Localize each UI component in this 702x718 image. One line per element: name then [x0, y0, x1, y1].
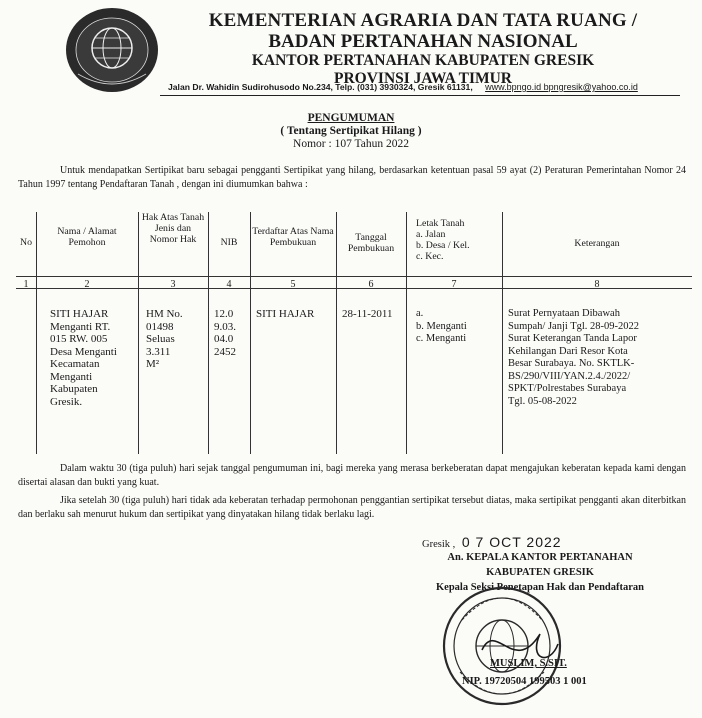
row-nama-alamat: SITI HAJAR Menganti RT. 015 RW. 005 Desa Menganti Kecamatan Menganti Kabupaten Gresik.: [50, 308, 117, 408]
office-line: KANTOR PERTANAHAN KABUPATEN GRESIK: [251, 52, 595, 69]
title-heading: PENGUMUMAN: [307, 112, 395, 124]
row-terdaftar: SITI HAJAR: [256, 308, 315, 320]
row-tanggal: 28-11-2011: [342, 308, 393, 320]
sign-date-stamp: 0 7 OCT 2022: [461, 534, 562, 550]
announcement-title: [0, 112, 702, 151]
web-email: www.bpngo.id bpngresik@yahoo.co.id: [485, 82, 638, 92]
row-letak: a. b. Menganti c. Menganti: [416, 308, 467, 344]
bpn-logo: [58, 4, 166, 96]
announcement-table: [16, 212, 692, 454]
header-terdaftar: Terdaftar Atas Nama Pembukuan: [252, 226, 334, 248]
col-number: 7: [451, 279, 457, 290]
sign-place: Gresik ,: [422, 539, 456, 550]
title-subject: ( Tentang Sertipikat Hilang ): [280, 125, 422, 137]
intro-paragraph: Untuk mendapatkan Sertipikat baru sebagai pengganti Sertipikat yang hilang, berdasarkan ketentuan pasal 59 ayat (2) Peraturan Pemerintahan Nomor 24 Tahun 1997 tentang Pendaftaran Tanah , dengan ini diumumkan bahwa :: [18, 165, 686, 190]
official-seal-stamp: [432, 580, 572, 712]
row-keterangan: Surat Pernyataan Dibawah Sumpah/ Janji Tgl. 28-09-2022 Surat Keterangan Tanda Lapor Kehilangan Dari Resor Kota Besar Surabaya. No. SKTLK- BS/290/VIII/YAN.2.4./2022/ SPKT/Polrestabes Surabaya Tgl. 05-08-2022: [508, 308, 640, 407]
col-number: 6: [368, 279, 374, 290]
sign-date-line: [422, 534, 562, 550]
col-number: 1: [23, 279, 29, 290]
address-text: Jalan Dr. Wahidin Sudirohusodo No.234, Telp. (031) 3930324, Gresik 61131,: [168, 82, 473, 92]
sign-office: KABUPATEN GRESIK: [486, 567, 594, 578]
header-tanggal: Tanggal Pembukuan: [347, 232, 395, 254]
row-nib: 12.0 9.03. 04.0 2452: [214, 308, 236, 358]
agency-line: BADAN PERTANAHAN NASIONAL: [268, 31, 578, 52]
address-line: [168, 82, 678, 92]
signatory-nip: NIP. 19720504 199503 1 001: [462, 676, 587, 687]
province-line: PROVINSI JAWA TIMUR: [334, 70, 512, 87]
header-nama: Nama / Alamat Pemohon: [57, 226, 117, 248]
objection-paragraph: Dalam waktu 30 (tiga puluh) hari sejak tanggal pengumuman ini, bagi mereka yang merasa berkeberatan dapat mengajukan keberatan kepada kami dengan disertai alasan dan bukti yang kuat.: [18, 463, 686, 488]
sign-on-behalf-text: An. KEPALA KANTOR PERTANAHAN: [447, 552, 633, 563]
header-letak: Letak Tanah a. Jalan b. Desa / Kel. c. Kec.: [416, 218, 470, 262]
letterhead-divider: [160, 95, 680, 96]
header-nib: NIB: [220, 237, 238, 248]
sign-position: Kepala Seksi Penetapan Hak dan Pendaftaran: [436, 582, 644, 593]
col-number: 8: [594, 279, 600, 290]
letterhead: [168, 10, 678, 88]
header-no: No: [20, 237, 32, 248]
header-keterangan: Keterangan: [574, 238, 620, 249]
title-number: Nomor : 107 Tahun 2022: [293, 138, 409, 150]
replacement-paragraph: Jika setelah 30 (tiga puluh) hari tidak ada keberatan terhadap permohonan penggantian sertipikat tersebut diatas, maka sertipikat pengganti akan diterbitkan dan berlaku sah menurut hukum dan sertipikat yang dinyatakan hilang tidak berlaku lagi.: [18, 495, 686, 520]
col-number: 5: [290, 279, 296, 290]
col-number: 3: [170, 279, 176, 290]
row-hak: HM No. 01498 Seluas 3.311 M²: [146, 308, 183, 370]
signatory-name: MUSLIM, S.SIT.: [490, 658, 567, 669]
col-number: 4: [226, 279, 232, 290]
header-hak: Hak Atas Tanah Jenis dan Nomor Hak: [141, 212, 205, 245]
ministry-line: KEMENTERIAN AGRARIA DAN TATA RUANG /: [208, 10, 638, 31]
col-number: 2: [84, 279, 90, 290]
